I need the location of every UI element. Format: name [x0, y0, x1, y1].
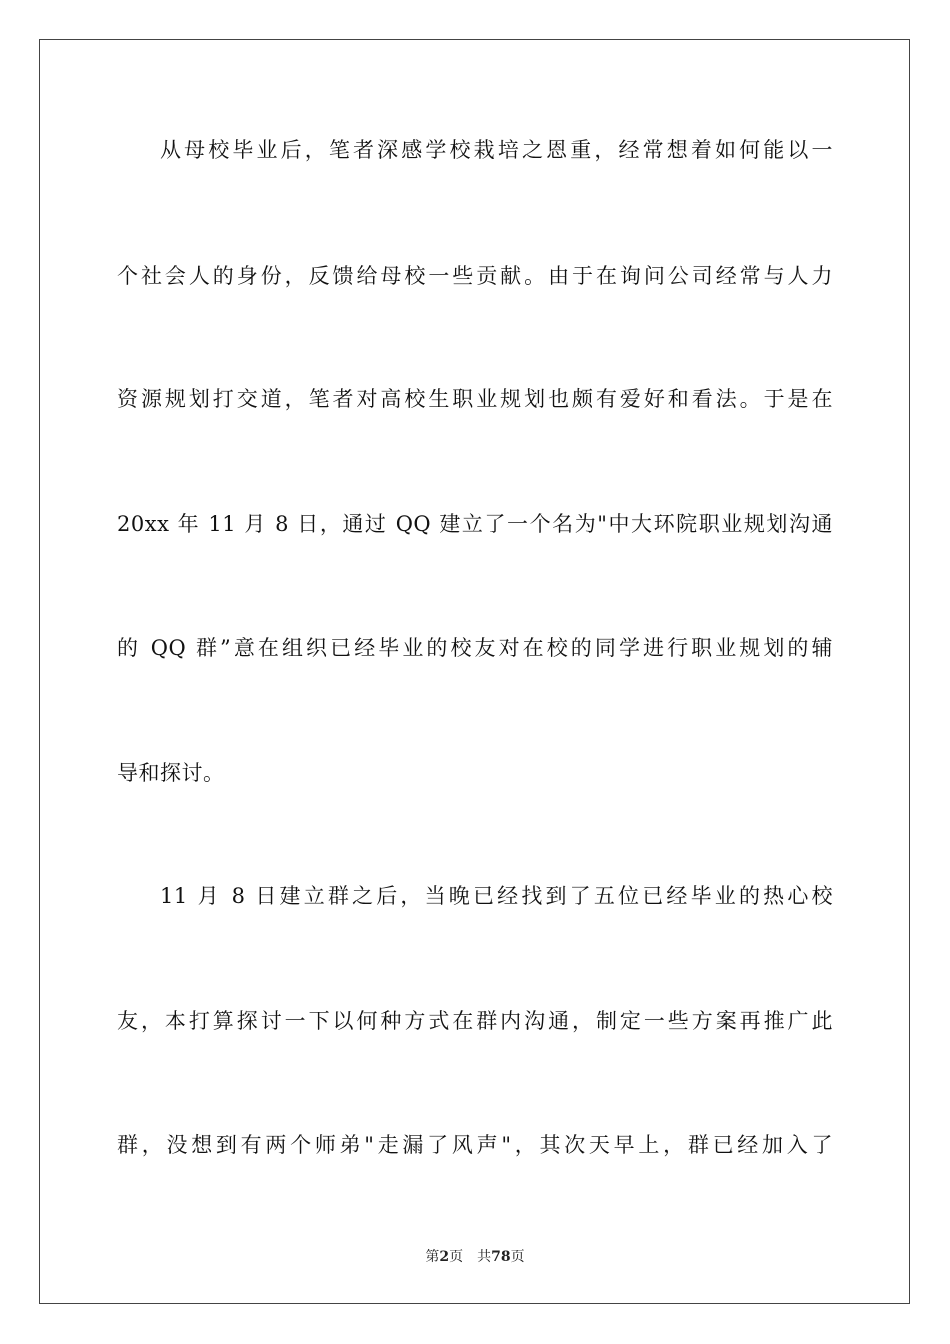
paragraph-1-line-6: 导和探讨。 — [117, 761, 225, 785]
paragraph-2-line-1: 11 月 8 日建立群之后，当晚已经找到了五位已经毕业的热心校 — [160, 884, 833, 908]
paragraph-1-line-3: 资源规划打交道，笔者对高校生职业规划也颇有爱好和看法。于是在 — [117, 387, 833, 411]
page-number: 2 — [439, 1249, 450, 1265]
total-pages: 78 — [491, 1249, 511, 1265]
page-footer — [0, 1247, 950, 1267]
page-suffix: 页 — [449, 1249, 464, 1265]
page-prefix: 第 — [425, 1249, 440, 1265]
paragraph-1-line-1: 从母校毕业后，笔者深感学校栽培之恩重，经常想着如何能以一 — [160, 138, 833, 162]
paragraph-1-line-5: 的 QQ 群”意在组织已经毕业的校友对在校的同学进行职业规划的辅 — [117, 636, 833, 660]
page-border — [39, 39, 910, 1304]
paragraph-2-line-3: 群，没想到有两个师弟"走漏了风声"，其次天早上，群已经加入了 — [117, 1133, 833, 1157]
total-prefix: 共 — [477, 1249, 492, 1265]
paragraph-1-line-2: 个社会人的身份，反馈给母校一些贡献。由于在询问公司经常与人力 — [117, 264, 833, 288]
paragraph-1-line-4: 20xx 年 11 月 8 日，通过 QQ 建立了一个名为"中大环院职业规划沟通 — [117, 512, 833, 536]
total-suffix: 页 — [510, 1249, 525, 1265]
paragraph-2-line-2: 友，本打算探讨一下以何种方式在群内沟通，制定一些方案再推广此 — [117, 1009, 833, 1033]
